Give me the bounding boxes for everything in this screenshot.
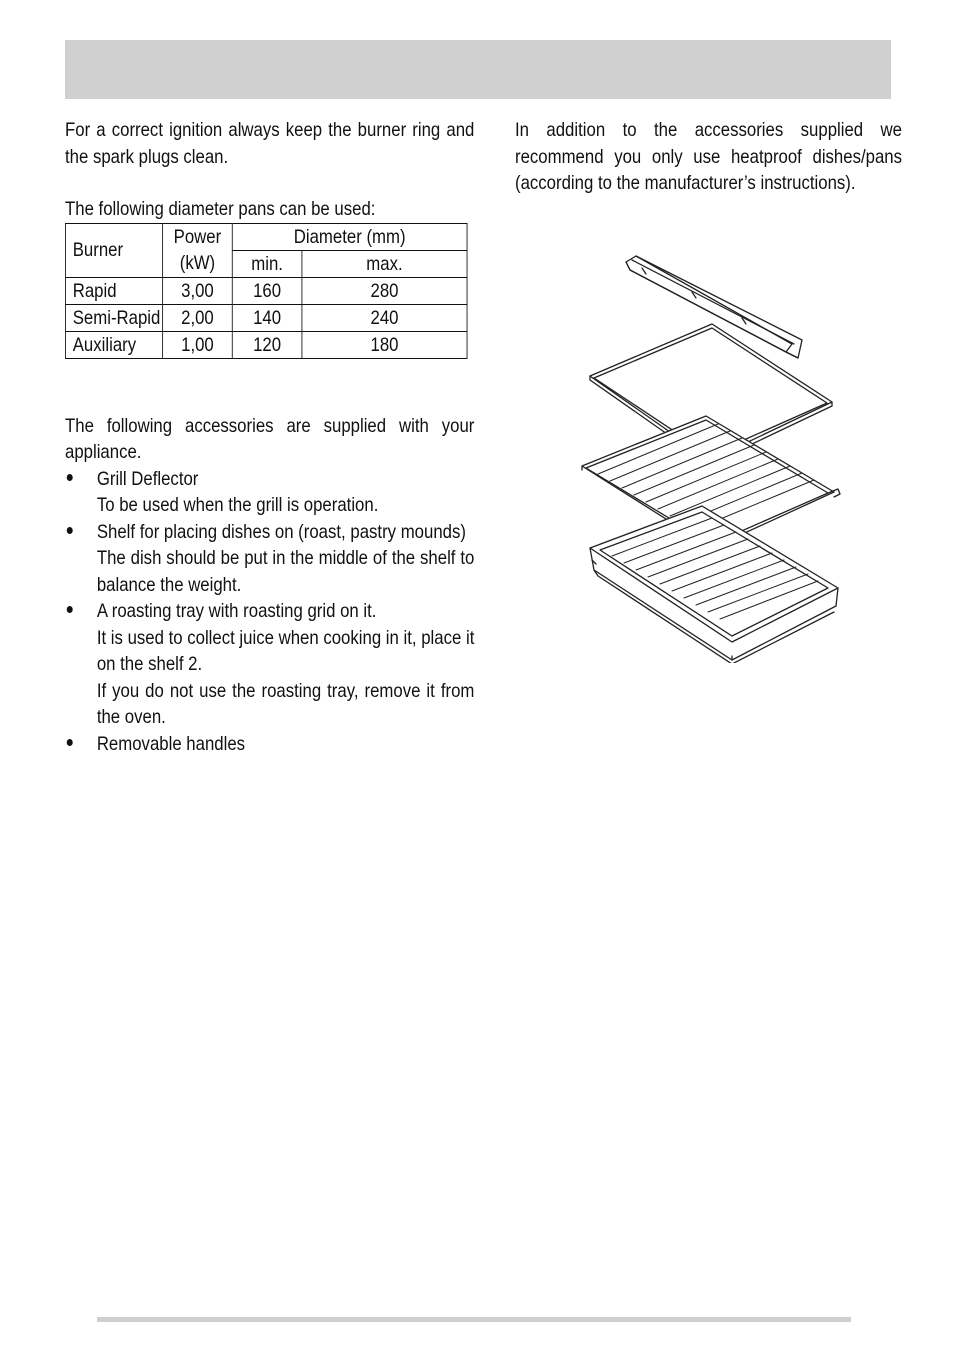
bullet-icon bbox=[65, 598, 74, 625]
table-row bbox=[65, 277, 467, 304]
footer-rule bbox=[97, 1317, 851, 1322]
pan-diameter-table bbox=[65, 223, 467, 359]
accessory-title: Shelf for placing dishes on (roast, pastry mounds) bbox=[96, 520, 466, 543]
header-min: min. bbox=[232, 250, 302, 277]
cell-min: 160 bbox=[232, 277, 302, 304]
header-diameter: Diameter (mm) bbox=[232, 223, 467, 250]
accessory-detail: It is used to collect juice when cooking in it, place it on the shelf 2. bbox=[96, 626, 475, 675]
roasting-tray-icon bbox=[590, 506, 838, 663]
list-item bbox=[65, 598, 474, 731]
table-row bbox=[65, 304, 467, 331]
accessories-list bbox=[65, 466, 474, 758]
header-burner: Burner bbox=[65, 223, 162, 277]
header-power: Power (kW) bbox=[163, 223, 233, 277]
list-item bbox=[65, 731, 474, 758]
list-item bbox=[65, 519, 474, 599]
cell-min: 120 bbox=[232, 331, 302, 358]
left-column bbox=[65, 117, 474, 757]
accessory-title: Removable handles bbox=[96, 732, 246, 755]
accessory-detail: If you do not use the roasting tray, remove it from the oven. bbox=[96, 679, 475, 728]
accessory-detail: The dish should be put in the middle of the shelf to balance the weight. bbox=[96, 547, 475, 596]
accessory-title: Grill Deflector bbox=[96, 467, 199, 490]
accessory-title: A roasting tray with roasting grid on it. bbox=[96, 600, 377, 622]
cell-min: 140 bbox=[232, 304, 302, 331]
cell-power: 1,00 bbox=[163, 331, 233, 358]
right-column bbox=[515, 117, 902, 197]
ignition-note: For a correct ignition always keep the burner ring and the spark plugs clean. bbox=[65, 119, 475, 168]
cell-max: 240 bbox=[302, 304, 467, 331]
cell-max: 280 bbox=[302, 277, 467, 304]
pans-intro: The following diameter pans can be used: bbox=[65, 198, 376, 220]
cell-burner: Rapid bbox=[65, 277, 162, 304]
table-row bbox=[65, 331, 467, 358]
cell-burner: Auxiliary bbox=[65, 331, 162, 358]
bullet-icon bbox=[65, 519, 74, 546]
bullet-icon bbox=[65, 731, 74, 758]
header-bar bbox=[65, 40, 891, 99]
accessory-detail: To be used when the grill is operation. bbox=[96, 494, 379, 516]
cell-power: 2,00 bbox=[163, 304, 233, 331]
bullet-icon bbox=[65, 466, 74, 493]
header-max: max. bbox=[302, 250, 467, 277]
list-item bbox=[65, 466, 474, 519]
cell-burner: Semi-Rapid bbox=[65, 304, 162, 331]
accessories-intro: The following accessories are supplied with your appliance. bbox=[65, 414, 475, 463]
cell-power: 3,00 bbox=[163, 277, 233, 304]
cell-max: 180 bbox=[302, 331, 467, 358]
accessories-illustration bbox=[572, 248, 847, 663]
recommendation-text: In addition to the accessories supplied we recommend you only use heatproof dishes/pans (according to the manufacturer’s instructions). bbox=[515, 119, 902, 194]
